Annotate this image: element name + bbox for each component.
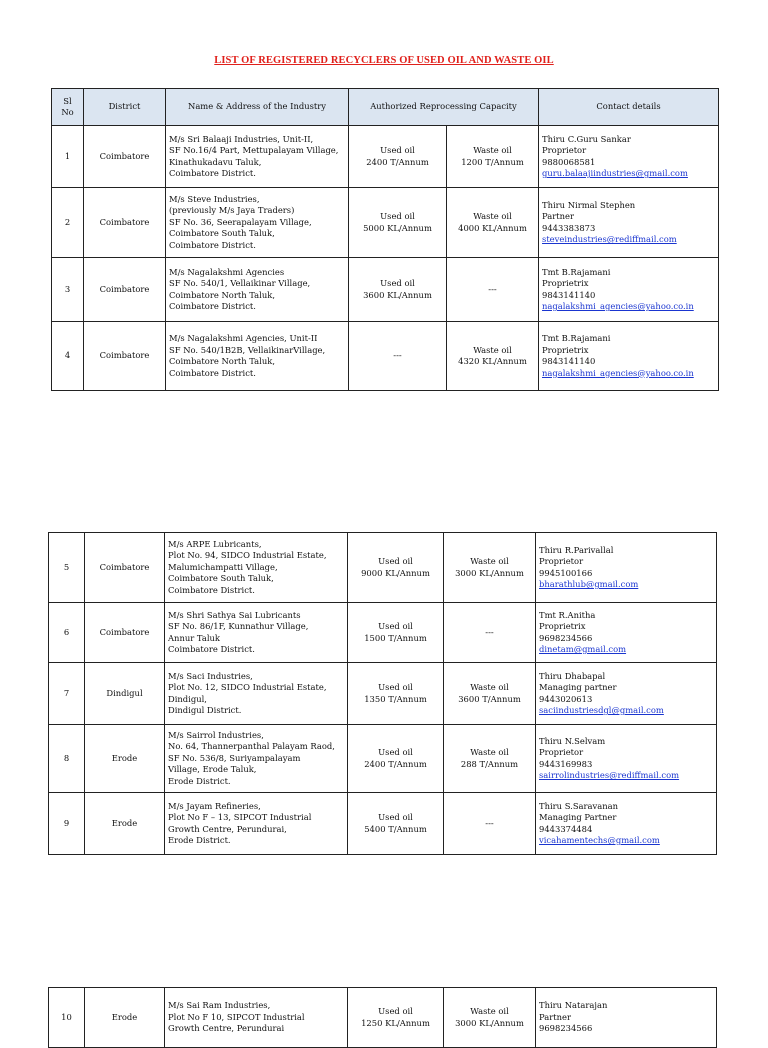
waste-oil-line: --- — [485, 626, 494, 637]
address-line: M/s Sairrol Industries, — [168, 729, 264, 740]
contact-name: Thiru N.Selvam — [539, 735, 606, 746]
waste-oil-line: Waste oil — [470, 1006, 509, 1016]
address-line: Coimbatore North Taluk, — [169, 289, 275, 300]
waste-oil-line: Waste oil — [470, 747, 509, 757]
contact-email-link[interactable]: nagalakshmi_agencies@yahoo.co.in — [542, 367, 694, 378]
contact-email-link[interactable]: vicahamentechs@gmail.com — [539, 835, 660, 845]
used-oil-cell — [348, 725, 444, 793]
address-line: M/s Shri Sathya Sai Lubricants — [168, 609, 301, 620]
recyclers-table-1 — [51, 88, 719, 391]
sl-no-cell: 3 — [52, 258, 84, 322]
contact-name: Tmt R.Anitha — [539, 609, 596, 620]
district-cell: Coimbatore — [84, 188, 166, 258]
address-line: Coimbatore South Taluk, — [169, 228, 275, 239]
contact-phone: 9698234566 — [539, 1023, 593, 1034]
waste-oil-cell — [444, 793, 536, 855]
used-oil-cell — [348, 793, 444, 855]
used-oil-line: 2400 T/Annum — [364, 758, 427, 769]
district-cell: Erode — [85, 793, 165, 855]
contact-phone: 9843141140 — [542, 289, 596, 300]
contact-role: Partner — [542, 211, 574, 221]
waste-oil-line: Waste oil — [470, 556, 509, 566]
contact-role: Managing Partner — [539, 812, 617, 822]
waste-oil-line: Waste oil — [470, 682, 509, 692]
address-line: Plot No. 12, SIDCO Industrial Estate, — [168, 682, 327, 692]
table-row — [52, 322, 719, 391]
used-oil-line: Used oil — [378, 621, 413, 631]
contact-email-link[interactable]: bharathlub@gmail.com — [539, 579, 639, 589]
used-oil-line: Used oil — [380, 211, 415, 221]
contact-role: Proprietrix — [539, 621, 586, 631]
contact-cell — [539, 322, 719, 391]
contact-name: Thiru Nirmal Stephen — [542, 199, 636, 210]
address-line: Dindigul, — [168, 693, 207, 704]
used-oil-cell — [348, 988, 444, 1048]
address-line: (previously M/s Jaya Traders) — [169, 205, 295, 216]
address-line: Coimbatore District. — [168, 584, 255, 595]
used-oil-line: Used oil — [378, 1006, 413, 1016]
contact-role: Partner — [539, 1011, 571, 1022]
address-line: Erode District. — [168, 835, 231, 845]
district-cell: Coimbatore — [84, 126, 166, 188]
address-line: SF No. 540/1B2B, VellaikinarVillage, — [169, 344, 326, 355]
contact-role: Proprietor — [542, 145, 587, 155]
district-cell: Coimbatore — [84, 322, 166, 391]
used-oil-cell — [349, 258, 447, 322]
contact-phone: 9880068581 — [542, 156, 596, 167]
district-cell: Coimbatore — [85, 603, 165, 663]
header-contact: Contact details — [539, 89, 719, 126]
waste-oil-line: Waste oil — [473, 344, 512, 355]
contact-cell — [536, 725, 717, 793]
address-line: M/s Steve Industries, — [169, 193, 260, 204]
contact-cell — [539, 258, 719, 322]
waste-oil-cell — [447, 126, 539, 188]
contact-name: Thiru C.Guru Sankar — [542, 133, 631, 144]
waste-oil-line: 3000 KL/Annum — [455, 567, 524, 578]
sl-no-cell: 4 — [52, 322, 84, 391]
address-cell — [165, 988, 348, 1048]
address-cell — [166, 188, 349, 258]
table-row — [49, 603, 717, 663]
contact-role: Proprietor — [539, 747, 584, 757]
contact-role: Managing partner — [539, 682, 617, 692]
header-name-address: Name & Address of the Industry — [166, 89, 349, 126]
used-oil-cell — [349, 188, 447, 258]
address-cell — [165, 533, 348, 603]
contact-name: Tmt B.Rajamani — [542, 266, 611, 277]
table-row — [49, 725, 717, 793]
address-line: M/s Sri Balaaji Industries, Unit-II, — [169, 133, 314, 144]
contact-cell — [536, 533, 717, 603]
address-line: SF No. 540/1, Vellaikinar Village, — [169, 278, 311, 288]
address-line: Coimbatore District. — [169, 367, 256, 378]
sl-no-cell: 7 — [49, 663, 85, 725]
contact-phone: 9443169983 — [539, 758, 593, 769]
address-line: Erode District. — [168, 775, 231, 786]
used-oil-cell — [348, 663, 444, 725]
table-row — [49, 663, 717, 725]
contact-cell — [539, 188, 719, 258]
table-row — [49, 793, 717, 855]
used-oil-cell — [348, 533, 444, 603]
address-line: SF No. 36, Seerapalayam Village, — [169, 216, 312, 227]
address-line: Dindigul District. — [168, 705, 242, 715]
contact-name: Thiru S.Saravanan — [539, 800, 619, 811]
recyclers-table-3 — [48, 987, 717, 1048]
sl-no-cell: 5 — [49, 533, 85, 603]
waste-oil-cell — [444, 663, 536, 725]
address-line: M/s Nagalakshmi Agencies — [169, 266, 285, 277]
address-line: SF No. 86/1F, Kunnathur Village, — [168, 621, 309, 631]
address-line: Plot No F – 13, SIPCOT Industrial — [168, 812, 312, 822]
sl-no-cell: 9 — [49, 793, 85, 855]
address-line: Coimbatore District. — [169, 168, 256, 178]
used-oil-cell — [349, 322, 447, 391]
address-cell — [165, 603, 348, 663]
sl-no-cell: 6 — [49, 603, 85, 663]
used-oil-cell — [348, 603, 444, 663]
address-cell — [166, 126, 349, 188]
contact-name: Thiru Natarajan — [539, 1000, 608, 1011]
address-line: Coimbatore South Taluk, — [168, 573, 274, 584]
table-row — [52, 126, 719, 188]
used-oil-line: --- — [393, 350, 402, 361]
header-sl-no: Sl No — [52, 89, 84, 126]
recyclers-table-2 — [48, 532, 717, 855]
used-oil-line: Used oil — [380, 145, 415, 155]
waste-oil-cell — [444, 725, 536, 793]
waste-oil-line: Waste oil — [473, 211, 512, 221]
waste-oil-line: 288 T/Annum — [460, 758, 519, 769]
contact-cell — [536, 793, 717, 855]
address-line: Coimbatore District. — [169, 239, 256, 250]
address-line: Plot No F 10, SIPCOT Industrial — [168, 1011, 305, 1022]
used-oil-line: Used oil — [378, 682, 413, 692]
district-cell: Dindigul — [85, 663, 165, 725]
waste-oil-cell — [444, 988, 536, 1048]
address-cell — [165, 725, 348, 793]
table-row — [49, 988, 717, 1048]
contact-name: Tmt B.Rajamani — [542, 333, 611, 343]
district-cell: Coimbatore — [85, 533, 165, 603]
used-oil-line: Used oil — [378, 747, 413, 757]
contact-cell — [536, 603, 717, 663]
used-oil-line: 1500 T/Annum — [364, 632, 427, 643]
waste-oil-cell — [444, 533, 536, 603]
contact-cell — [539, 126, 719, 188]
waste-oil-line: 3600 T/Annum — [458, 693, 521, 704]
contact-phone: 9698234566 — [539, 632, 593, 643]
contact-email-link[interactable]: sairrolindustries@rediffmail.com — [539, 770, 680, 780]
address-line: M/s Jayam Refineries, — [168, 800, 261, 811]
waste-oil-line: Waste oil — [473, 145, 512, 155]
address-cell — [165, 793, 348, 855]
address-cell — [165, 663, 348, 725]
address-line: Annur Taluk — [168, 632, 220, 643]
document-title: LIST OF REGISTERED RECYCLERS OF USED OIL AND WASTE OIL — [214, 55, 554, 66]
used-oil-line: 3600 KL/Annum — [363, 289, 432, 300]
sl-no-cell: 1 — [52, 126, 84, 188]
contact-phone: 9443020613 — [539, 693, 593, 704]
used-oil-line: Used oil — [380, 278, 415, 288]
address-line: Coimbatore District. — [169, 301, 256, 311]
sl-no-cell: 2 — [52, 188, 84, 258]
used-oil-line: 9000 KL/Annum — [361, 567, 430, 578]
used-oil-cell — [349, 126, 447, 188]
address-line: Plot No. 94, SIDCO Industrial Estate, — [168, 550, 327, 561]
table-header-row — [52, 89, 719, 126]
contact-cell — [536, 663, 717, 725]
contact-phone: 9443383873 — [542, 222, 596, 233]
contact-phone: 9843141140 — [542, 356, 596, 366]
table-row — [52, 188, 719, 258]
waste-oil-line: 1200 T/Annum — [461, 156, 524, 167]
address-line: Growth Centre, Perundurai, — [168, 823, 287, 834]
contact-phone: 9443374484 — [539, 823, 593, 834]
district-cell: Coimbatore — [84, 258, 166, 322]
district-cell: Erode — [85, 988, 165, 1048]
address-line: M/s ARPE Lubricants, — [168, 538, 262, 549]
contact-role: Proprietor — [539, 556, 584, 566]
address-cell — [166, 258, 349, 322]
table-row — [52, 258, 719, 322]
waste-oil-line: 4320 KL/Annum — [458, 356, 527, 366]
address-cell — [166, 322, 349, 391]
used-oil-line: 5400 T/Annum — [364, 823, 427, 834]
table-row — [49, 533, 717, 603]
address-line: M/s Nagalakshmi Agencies, Unit-II — [169, 333, 318, 343]
used-oil-line: 1250 KL/Annum — [361, 1017, 430, 1028]
contact-cell — [536, 988, 717, 1048]
address-line: Coimbatore North Taluk, — [169, 356, 275, 366]
contact-name: Thiru R.Parivallal — [539, 544, 614, 555]
sl-no-cell: 8 — [49, 725, 85, 793]
contact-email-link[interactable]: guru.balaajiindustries@gmail.com — [542, 168, 688, 178]
contact-email-link[interactable]: nagalakshmi_agencies@yahoo.co.in — [542, 301, 694, 311]
waste-oil-cell — [447, 188, 539, 258]
address-line: M/s Saci Industries, — [168, 670, 253, 681]
header-district: District — [84, 89, 166, 126]
waste-oil-cell — [447, 258, 539, 322]
header-capacity: Authorized Reprocessing Capacity — [349, 89, 539, 126]
address-line: Village, Erode Taluk, — [168, 764, 257, 775]
contact-name: Thiru Dhabapal — [539, 670, 606, 681]
district-cell: Erode — [85, 725, 165, 793]
address-line: SF No. 536/8, Suriyampalayam — [168, 752, 301, 763]
address-line: Growth Centre, Perundurai — [168, 1023, 285, 1034]
contact-role: Proprietrix — [542, 344, 589, 355]
contact-phone: 9945100166 — [539, 567, 593, 578]
waste-oil-line: --- — [488, 283, 497, 294]
address-line: No. 64, Thannerpanthal Palayam Raod, — [168, 741, 335, 752]
contact-email-link[interactable]: saciindustriesdgl@gmail.com — [539, 705, 664, 715]
address-line: Coimbatore District. — [168, 644, 255, 654]
address-line: Malumichampatti Village, — [168, 561, 278, 572]
waste-oil-line: 4000 KL/Annum — [458, 222, 527, 233]
contact-email-link[interactable]: steveindustries@rediffmail.com — [542, 234, 677, 244]
used-oil-line: 2400 T/Annum — [366, 156, 429, 167]
address-line: Kinathukadavu Taluk, — [169, 156, 262, 167]
contact-role: Proprietrix — [542, 278, 589, 288]
sl-no-cell: 10 — [49, 988, 85, 1048]
used-oil-line: Used oil — [378, 556, 413, 566]
waste-oil-cell — [444, 603, 536, 663]
waste-oil-line: 3000 KL/Annum — [455, 1017, 524, 1028]
waste-oil-line: --- — [485, 817, 494, 828]
address-line: M/s Sai Ram Industries, — [168, 1000, 271, 1011]
used-oil-line: 5000 KL/Annum — [363, 222, 432, 233]
used-oil-line: 1350 T/Annum — [364, 693, 427, 704]
used-oil-line: Used oil — [378, 812, 413, 822]
waste-oil-cell — [447, 322, 539, 391]
contact-email-link[interactable]: dinetam@gmail.com — [539, 644, 627, 654]
address-line: SF No.16/4 Part, Mettupalayam Village, — [169, 145, 339, 155]
